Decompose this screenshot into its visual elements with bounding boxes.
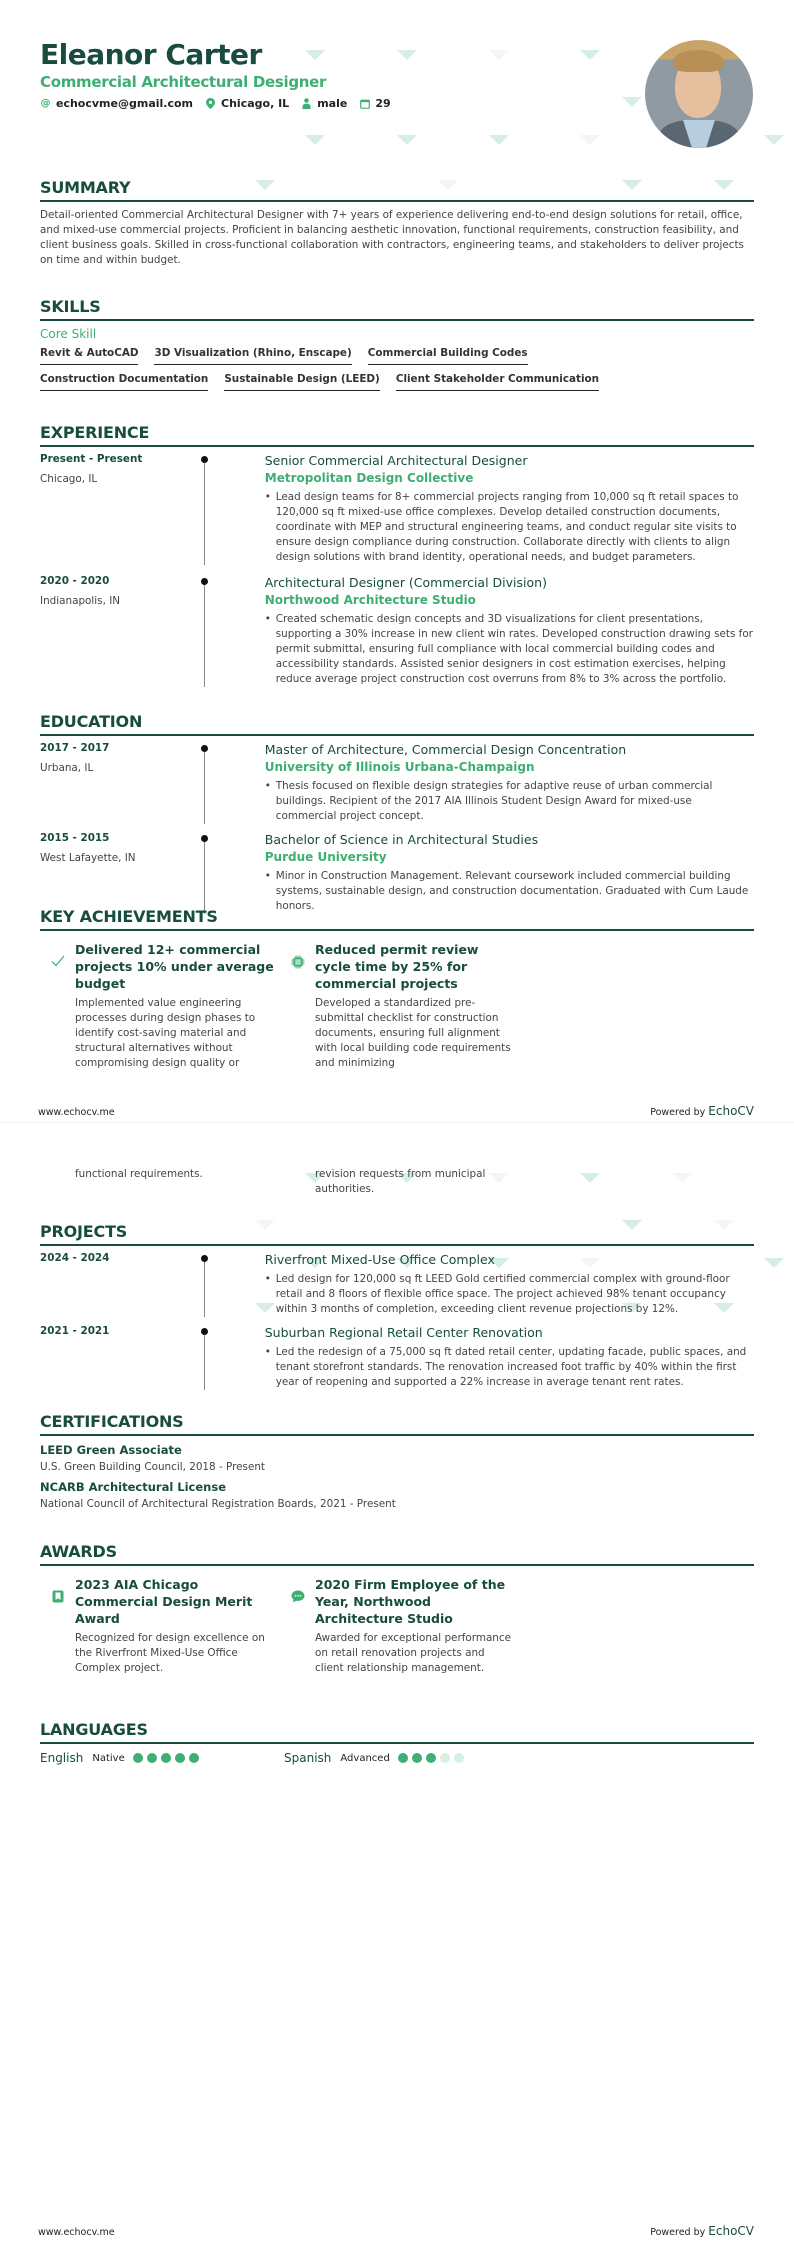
proficiency-dot-filled [426, 1753, 436, 1763]
chip-icon [280, 941, 315, 1071]
section-title: EDUCATION [40, 712, 754, 736]
company-name: Northwood Architecture Studio [264, 593, 476, 607]
entry-location: Indianapolis, IN [40, 595, 121, 607]
language-item [40, 1751, 284, 1765]
project-entry [40, 1252, 754, 1317]
skill-tag: Commercial Building Codes [368, 347, 528, 365]
achievement-card [40, 941, 280, 1071]
awards-section [40, 1542, 754, 1676]
entry-location: West Lafayette, IN [40, 852, 136, 864]
timeline-dot [201, 1328, 208, 1335]
certification-name: NCARB Architectural License [40, 1480, 226, 1494]
language-level: Advanced [340, 1752, 390, 1764]
skill-list [40, 347, 680, 391]
timeline-dot [201, 578, 208, 585]
project-title: Riverfront Mixed-Use Office Complex [264, 1252, 495, 1267]
job-title: Architectural Designer (Commercial Division) [264, 575, 547, 590]
timeline-line [204, 746, 205, 824]
decor-triangle [580, 135, 600, 145]
language-name: English [40, 1751, 84, 1765]
experience-section [40, 423, 754, 687]
decor-triangle [764, 1258, 784, 1268]
timeline-line [204, 1256, 205, 1317]
section-title: SUMMARY [40, 178, 754, 202]
company-name: Metropolitan Design Collective [264, 471, 474, 485]
achievement-cards [40, 941, 754, 1071]
page-footer [38, 2224, 754, 2238]
section-title: LANGUAGES [40, 1720, 754, 1744]
entry-date: 2021 - 2021 [40, 1325, 110, 1337]
certifications-section [40, 1412, 754, 1510]
education-description: • Minor in Construction Management. Relevant coursework included commercial building systems, sustainable design, and construction documentation. Graduated with Cum Laude honors. [265, 869, 754, 914]
languages-section [40, 1720, 754, 1765]
projects-section [40, 1222, 754, 1390]
language-list [40, 1751, 754, 1765]
spacer [280, 1167, 315, 1197]
award-card [40, 1576, 280, 1676]
resume-page-2 [0, 1123, 794, 2246]
skill-group-label: Core Skill [40, 327, 97, 341]
section-title: KEY ACHIEVEMENTS [40, 907, 754, 931]
education-section [40, 712, 754, 914]
proficiency-dot-empty [454, 1753, 464, 1763]
job-description: • Lead design teams for 8+ commercial projects ranging from 10,000 sq ft retail spaces to 120,000 sq ft mixed-use office complexes. Develop detailed construction documents, coordinate with MEP and structural engineering teams, and conduct regular site visits to ensure design compliance during construction. Collaborate directly with clients to align design solutions with brand identity, operational needs, and budget parameters. [265, 490, 754, 565]
email-value: echocvme@gmail.com [56, 97, 194, 110]
language-item [284, 1751, 528, 1765]
timeline-line [204, 457, 205, 565]
proficiency-dot-empty [440, 1753, 450, 1763]
achievement-card-continued [40, 1167, 280, 1197]
candidate-role: Commercial Architectural Designer [40, 73, 327, 91]
skill-tag: Construction Documentation [40, 373, 208, 391]
decor-triangle [764, 135, 784, 145]
age-value: 29 [375, 97, 391, 110]
checkmark-icon [40, 941, 75, 1071]
award-description: Awarded for exceptional performance on retail renovation projects and client relationship management. [315, 1632, 512, 1674]
award-title: 2020 Firm Employee of the Year, Northwood Architecture Studio [315, 1577, 506, 1626]
person-icon [301, 98, 312, 109]
skill-tag: Sustainable Design (LEED) [224, 373, 380, 391]
education-entry [40, 832, 754, 914]
decor-triangle [305, 135, 325, 145]
section-title: AWARDS [40, 1542, 754, 1566]
bookmark-icon [40, 1576, 75, 1676]
skill-tag: 3D Visualization (Rhino, Enscape) [154, 347, 351, 365]
entry-date: 2020 - 2020 [40, 575, 110, 587]
achievement-card-continued [280, 1167, 520, 1197]
language-name: Spanish [284, 1751, 332, 1765]
school-name: Purdue University [264, 850, 387, 864]
gender-value: male [317, 97, 348, 110]
location-pin-icon [205, 98, 216, 109]
contact-age [359, 97, 390, 110]
experience-entry [40, 453, 754, 565]
timeline-dot [201, 745, 208, 752]
powered-by-label: Powered by [650, 1107, 706, 1118]
certification-name: LEED Green Associate [40, 1443, 182, 1457]
achievements-section [40, 907, 754, 1071]
certification-issuer: U.S. Green Building Council, 2018 - Present [40, 1461, 265, 1473]
project-entry [40, 1325, 754, 1390]
timeline-line [204, 1329, 205, 1390]
project-description: • Led design for 120,000 sq ft LEED Gold certified commercial complex with ground-floor retail and 8 floors of flexible office space. The project achieved 98% tenant occupancy within 3 months of completion, exceeding client revenue projections by 12%. [265, 1272, 754, 1317]
education-entry [40, 742, 754, 824]
achievement-title: Delivered 12+ commercial projects 10% under average budget [75, 942, 274, 991]
entry-date: 2015 - 2015 [40, 832, 110, 844]
contact-gender [301, 97, 347, 110]
entry-location: Chicago, IL [40, 473, 98, 485]
job-description: • Created schematic design concepts and 3D visualizations for client presentations, supporting a 30% increase in new client win rates. Developed construction drawing sets for permit submittal, ensuring full compliance with local commercial building codes and accessibility standards. Assisted senior designers in cost estimation exercises, helping reduce average project construction cost overruns from 8% to 3% across the portfolio. [265, 612, 754, 687]
chat-bubble-icon [280, 1576, 315, 1676]
award-title: 2023 AIA Chicago Commercial Design Merit Award [75, 1577, 253, 1626]
certification-issuer: National Council of Architectural Registration Boards, 2021 - Present [40, 1498, 396, 1510]
timeline-dot [201, 835, 208, 842]
timeline-line [204, 836, 205, 914]
project-title: Suburban Regional Retail Center Renovation [264, 1325, 543, 1340]
page-footer [38, 1104, 754, 1118]
calendar-icon [359, 98, 370, 109]
section-title: EXPERIENCE [40, 423, 754, 447]
experience-entry [40, 575, 754, 687]
profile-photo [645, 40, 753, 148]
contact-email[interactable] [40, 97, 193, 110]
proficiency-dots [398, 1753, 464, 1763]
footer-site-link[interactable]: www.echocv.me [38, 1107, 115, 1118]
project-description: • Led the redesign of a 75,000 sq ft dated retail center, updating facade, public spaces, and tenant storefront standards. The renovation increased foot traffic by 40% within the first year of reopening and supported a 22% increase in average tenant rent rates. [265, 1345, 754, 1390]
achievement-description: Implemented value engineering processes during design phases to identify cost-saving material and structural alternatives without compromising design quality or [75, 997, 256, 1069]
entry-date: Present - Present [40, 453, 143, 465]
achievement-cards-continued [40, 1167, 754, 1197]
decor-triangle [489, 135, 509, 145]
powered-by-label: Powered by [650, 2227, 706, 2238]
timeline-line [204, 579, 205, 687]
entry-location: Urbana, IL [40, 762, 94, 774]
proficiency-dot-filled [189, 1753, 199, 1763]
degree-title: Bachelor of Science in Architectural Studies [264, 832, 539, 847]
proficiency-dot-filled [398, 1753, 408, 1763]
decor-triangle [397, 135, 417, 145]
spacer [40, 1167, 75, 1197]
achievement-description: Developed a standardized pre-submittal checklist for construction documents, ensuring full alignment with local building code requirements and minimizing [315, 997, 511, 1069]
proficiency-dot-filled [412, 1753, 422, 1763]
achievement-card [280, 941, 520, 1071]
contact-location [205, 97, 289, 110]
proficiency-dots [133, 1753, 199, 1763]
entry-date: 2017 - 2017 [40, 742, 110, 754]
summary-text: Detail-oriented Commercial Architectural Designer with 7+ years of experience delivering end-to-end design solutions for retail, office, and mixed-use commercial projects. Proficient in balancing aesthetic innovation, functional requirements, construction feasibility, and client business goals. Skilled in cross-functional collaboration with contractors, engineering teams, and stakeholders to deliver projects on time and within budget. [40, 209, 744, 266]
award-description: Recognized for design excellence on the Riverfront Mixed-Use Office Complex project. [75, 1632, 265, 1674]
proficiency-dot-filled [133, 1753, 143, 1763]
proficiency-dot-filled [175, 1753, 185, 1763]
brand-name: EchoCV [708, 2224, 754, 2238]
section-title: PROJECTS [40, 1222, 754, 1246]
summary-section [40, 178, 754, 268]
skill-tag: Revit & AutoCAD [40, 347, 138, 365]
achievement-description: functional requirements. [75, 1168, 203, 1180]
education-description: • Thesis focused on flexible design strategies for adaptive reuse of urban commercial buildings. Recipient of the 2017 AIA Illinois Student Design Award for mixed-use commercial project concept. [265, 779, 754, 824]
section-title: SKILLS [40, 297, 754, 321]
achievement-title: Reduced permit review cycle time by 25% for commercial projects [315, 942, 479, 991]
proficiency-dot-filled [147, 1753, 157, 1763]
proficiency-dot-filled [161, 1753, 171, 1763]
achievement-description: revision requests from municipal authorities. [315, 1168, 486, 1195]
job-title: Senior Commercial Architectural Designer [264, 453, 528, 468]
brand-name: EchoCV [708, 1104, 754, 1118]
achievements-continued [40, 1167, 754, 1197]
footer-site-link[interactable]: www.echocv.me [38, 2227, 115, 2238]
footer-powered-by [650, 1104, 754, 1118]
skills-section [40, 297, 754, 391]
footer-powered-by [650, 2224, 754, 2238]
section-title: CERTIFICATIONS [40, 1412, 754, 1436]
timeline-dot [201, 1255, 208, 1262]
language-level: Native [92, 1752, 125, 1764]
timeline-dot [201, 456, 208, 463]
award-card [280, 1576, 520, 1676]
entry-date: 2024 - 2024 [40, 1252, 110, 1264]
award-cards [40, 1576, 754, 1676]
skill-tag: Client Stakeholder Communication [396, 373, 599, 391]
location-value: Chicago, IL [221, 97, 290, 110]
at-icon: @ [40, 98, 51, 109]
school-name: University of Illinois Urbana-Champaign [264, 760, 535, 774]
candidate-name: Eleanor Carter [40, 38, 262, 71]
degree-title: Master of Architecture, Commercial Design Concentration [264, 742, 627, 757]
